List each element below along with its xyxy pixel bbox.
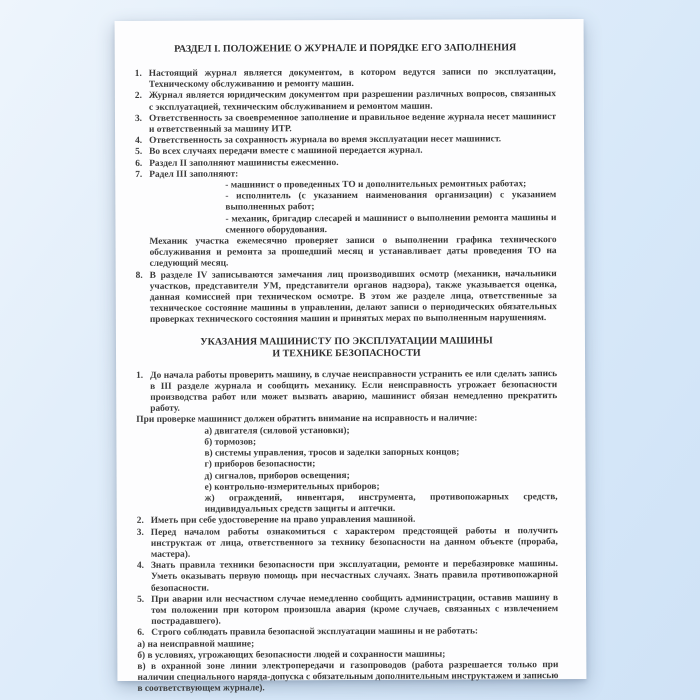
list-item-text: До начала работы проверить машину, в случае неисправности устранить ее или сделать запись в III разделе журнала и сообщить механику. Если неисправность угрожает безопасности производства работ или может вызвать аварию, машинист обязан немедленно прекратить работу. xyxy=(150,368,558,415)
sub-item: ж) ограждений, инвентаря, инструмента, противопожарных средств, индивидуальных средств защиты и аптечки. xyxy=(204,492,558,515)
paragraph: а) на неисправной машине; xyxy=(137,638,255,650)
list-item-text: В разделе IV записываются замечания лиц производивших осмотр (механики, начальники участков, представители УМ, представители органов надзора), также указывается оценка, данная комиссией при техническом осмотре. В этом же разделе лица, ответственные за техническое состояние машины в управлении, делают записи о периодических обязательных проверках технического состояния машин и принятых мерах по выполненным нарушениям. xyxy=(149,268,557,326)
section2-title-line1: УКАЗАНИЯ МАШИНИСТУ ПО ЭКСПЛУАТАЦИИ МАШИНЫ xyxy=(200,335,493,348)
list-item-number: 4. xyxy=(135,136,143,147)
list-item xyxy=(136,269,557,327)
list-item-number: 5. xyxy=(135,147,143,158)
list-item-text: Иметь при себе удостоверение на право управления машиной. xyxy=(150,515,416,527)
sub-item: - механик, бригадир слесарей и машинист о выполнении ремонта машины и сменного оборудования. xyxy=(225,212,557,236)
list-item-number: 6. xyxy=(135,158,143,169)
list-item-text: Радел III заполняют: xyxy=(149,169,239,180)
paragraph: в) в охранной зоне линии электропередачи и газопроводов (работа разрешается только при наличии специального наряда-допуска с обязательным дополнительным инструктажем и записью в соответствующем журнале). xyxy=(137,660,559,695)
sub-item: в) системы управления, тросов и заделки запорных концов; xyxy=(204,447,460,459)
sub-item: - машинист о проведенных ТО и дополнительных ремонтных работах; xyxy=(225,179,527,191)
list-item-text: Ответственность за своевременное заполнение и правильное ведение журнала несет машинист и ответственный за машину ИТР. xyxy=(148,111,557,135)
list-item-number: 6. xyxy=(137,628,145,639)
list-item-text: Во всех случаях передачи вместе с машиной передается журнал. xyxy=(149,146,423,158)
list-item xyxy=(135,90,556,114)
list-item-text: Ответственность за сохранность журнала во время эксплуатации несет машинист. xyxy=(149,134,502,147)
list-item xyxy=(136,369,557,416)
list-item-number: 1. xyxy=(134,68,142,79)
document-page xyxy=(115,19,587,695)
list-item xyxy=(137,626,558,639)
list-item-number: 4. xyxy=(136,561,144,572)
sub-item: б) тормозов; xyxy=(204,437,257,448)
section2-title-line2: И ТЕХНИКЕ БЕЗОПАСНОСТИ xyxy=(272,347,421,360)
sub-item: а) двигателя (силовой установки); xyxy=(204,425,350,437)
list-item xyxy=(135,67,556,91)
paragraph: б) в условиях, угрожающих безопасности людей и сохранности машины; xyxy=(137,649,446,661)
list-item-number: 3. xyxy=(134,113,143,124)
list-item xyxy=(135,112,556,136)
paragraph: При проверке машинист должен обратить внимание на исправность и наличие: xyxy=(136,413,478,426)
list-item-number: 5. xyxy=(137,594,145,605)
list-item-text: При аварии или несчастном случае немедленно сообщить администрации, оставив машину в том положении при котором произошла авария (кроме случаев, связанных с извлечением пострадавшего). xyxy=(151,592,559,628)
list-item-text: Строго соблюдать правила безопасной эксплуатации машины и не работать: xyxy=(151,626,479,639)
sub-item: - исполнитель (с указанием наименования организации) с указанием выполненных работ; xyxy=(225,190,557,213)
list-item xyxy=(137,559,558,594)
list-item-number: 3. xyxy=(136,527,144,538)
sub-item: г) приборов безопасности; xyxy=(204,459,316,470)
list-item-number: 1. xyxy=(136,370,144,381)
sub-item: е) контрольно-измерительных приборов; xyxy=(204,481,380,493)
list-item xyxy=(137,593,558,628)
list-item-text: Журнал является юридическим документом при разрешении различных вопросов, связанных с эксплуатацией, техническим обслуживанием и ремонтом машин. xyxy=(148,89,556,113)
list-item-text: Раздел II заполняют машинисты ежесменно. xyxy=(149,157,339,169)
list-item-text: Перед началом работы ознакомиться с характером предстоящей работы и получить инструктаж от лица, ответственного за технику безопасности на данном объекте (прораба, мастера). xyxy=(150,525,558,560)
paragraph: Механик участка ежемесячно проверяет записи о выполнении графика технического обслуживания и ремонта за прошедший месяц и устанавливает даты проведения ТО на следующий месяц. xyxy=(149,235,557,270)
list-item-number: 2. xyxy=(136,516,144,527)
sub-item: д) сигналов, приборов освещения; xyxy=(204,470,350,482)
section1-title: РАЗДЕЛ I. ПОЛОЖЕНИЕ О ЖУРНАЛЕ И ПОРЯДКЕ ЕГО ЗАПОЛНЕНИЯ xyxy=(174,42,517,55)
list-item-text: Настоящий журнал является документом, в котором ведутся записи по эксплуатации, Техническому обслуживанию и ремонту машин. xyxy=(148,67,556,91)
list-item-text: Знать правила техники безопасности при эксплуатации, ремонте и перебазировке машины. Уметь оказывать первую помощь при несчастных случаях. Знать правила противопожарной безопасности. xyxy=(150,559,559,594)
list-item-number: 8. xyxy=(135,270,143,281)
list-item-number: 2. xyxy=(134,91,142,102)
list-item xyxy=(137,526,558,561)
document-content xyxy=(115,19,587,696)
list-item-number: 7. xyxy=(135,169,143,180)
